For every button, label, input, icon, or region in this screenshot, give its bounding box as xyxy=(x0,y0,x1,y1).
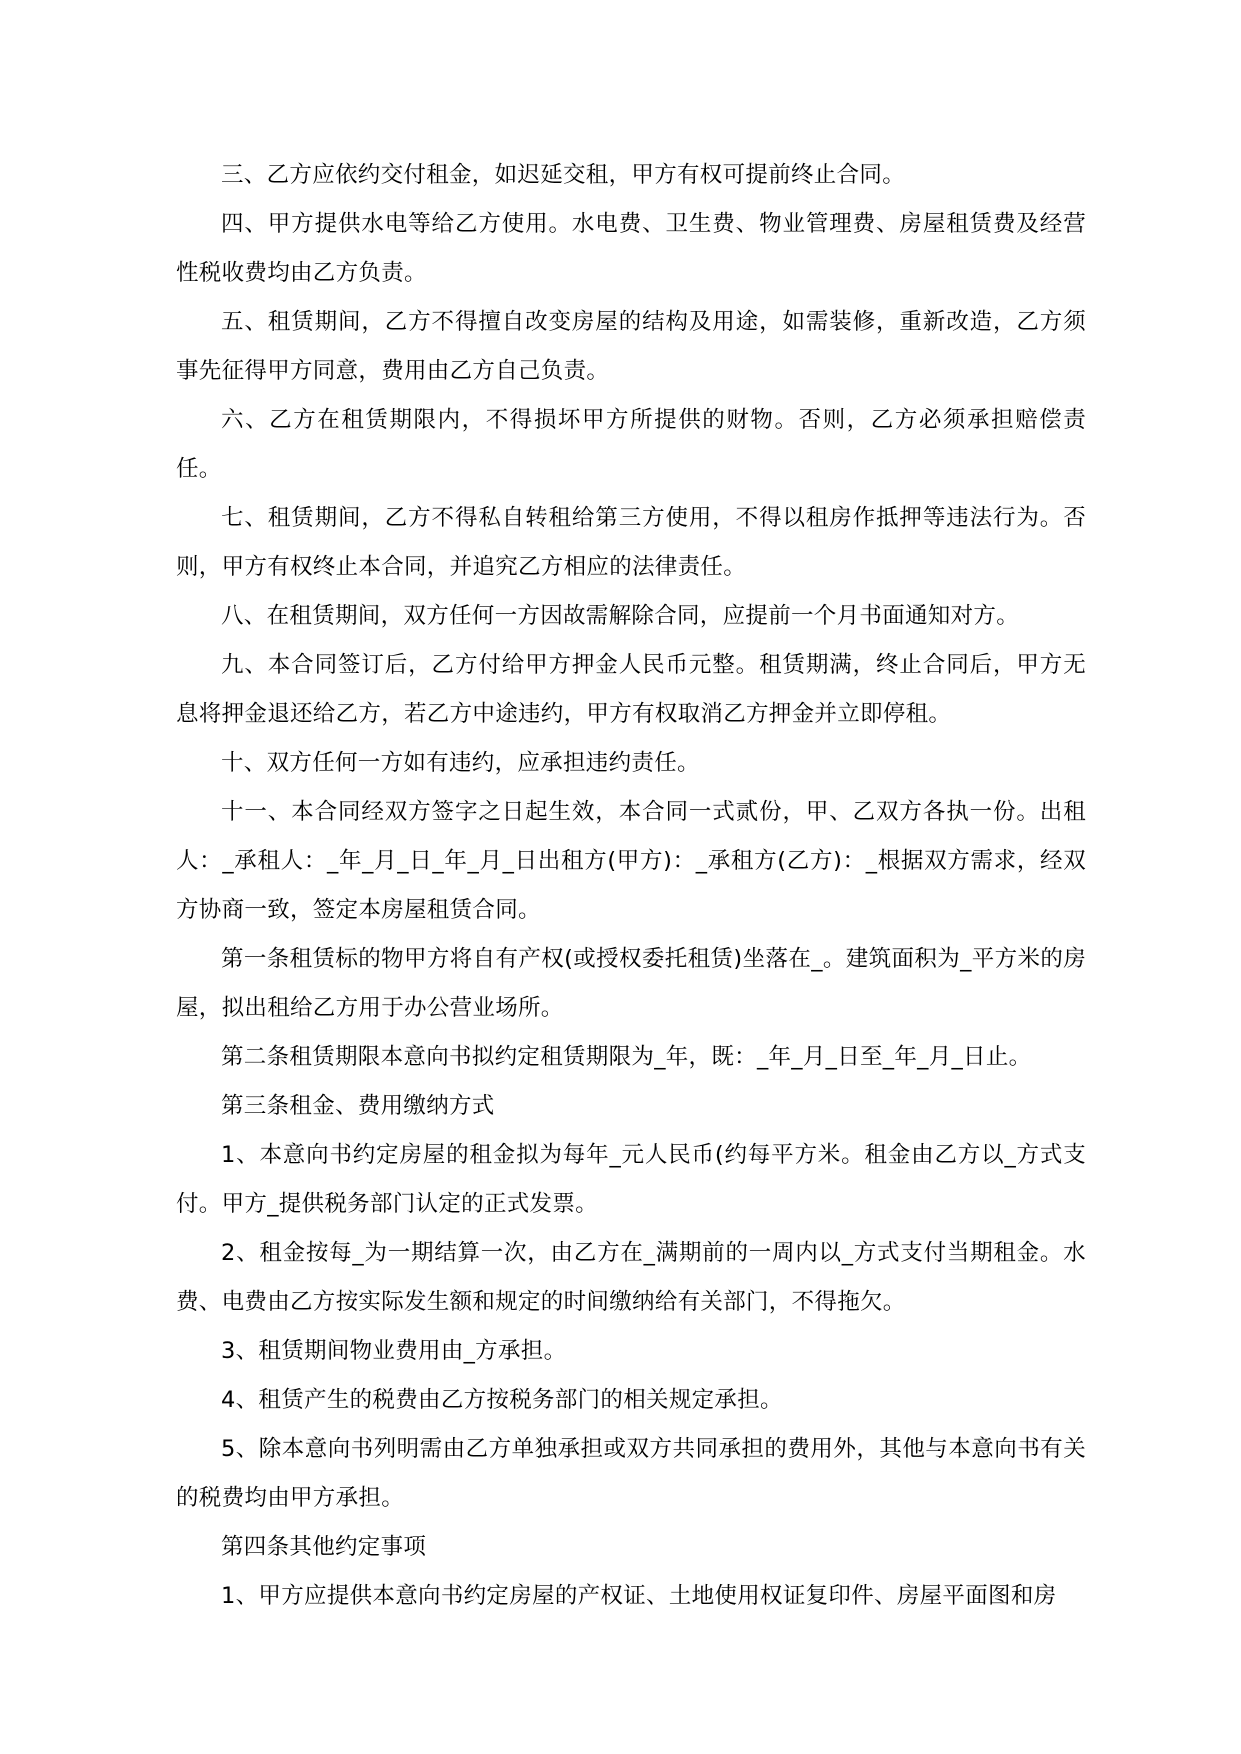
paragraph-article-1: 第一条租赁标的物甲方将自有产权(或授权委托租赁)坐落在_。建筑面积为_平方米的房屋，拟出租给乙方用于办公营业场所。 xyxy=(176,946,1086,1021)
paragraph-clause-4: 四、甲方提供水电等给乙方使用。水电费、卫生费、物业管理费、房屋租赁费及经营性税收费均由乙方负责。 xyxy=(176,211,1086,286)
paragraph-clause-7: 七、租赁期间，乙方不得私自转租给第三方使用，不得以租房作抵押等违法行为。否则，甲方有权终止本合同，并追究乙方相应的法律责任。 xyxy=(176,505,1086,580)
paragraph-article-3-item-2: 2、租金按每_为一期结算一次，由乙方在_满期前的一周内以_方式支付当期租金。水费、电费由乙方按实际发生额和规定的时间缴纳给有关部门，不得拖欠。 xyxy=(176,1240,1086,1315)
paragraph-article-4-heading: 第四条其他约定事项 xyxy=(221,1534,427,1560)
paragraph-article-3-item-1: 1、本意向书约定房屋的租金拟为每年_元人民币(约每平方米。租金由乙方以_方式支付。甲方_提供税务部门认定的正式发票。 xyxy=(176,1142,1086,1217)
paragraph-clause-5: 五、租赁期间，乙方不得擅自改变房屋的结构及用途，如需装修，重新改造，乙方须事先征得甲方同意，费用由乙方自己负责。 xyxy=(176,309,1086,384)
paragraph-article-3-item-5: 5、除本意向书列明需由乙方单独承担或双方共同承担的费用外，其他与本意向书有关的税费均由甲方承担。 xyxy=(176,1436,1086,1511)
paragraph-clause-9: 九、本合同签订后，乙方付给甲方押金人民币元整。租赁期满，终止合同后，甲方无息将押金退还给乙方，若乙方中途违约，甲方有权取消乙方押金并立即停租。 xyxy=(176,652,1086,727)
paragraph-clause-10: 十、双方任何一方如有违约，应承担违约责任。 xyxy=(221,750,700,776)
paragraph-article-2: 第二条租赁期限本意向书拟约定租赁期限为_年，既：_年_月_日至_年_月_日止。 xyxy=(221,1044,1032,1070)
paragraph-article-4-item-1: 1、甲方应提供本意向书约定房屋的产权证、土地使用权证复印件、房屋平面图和房 xyxy=(221,1583,1057,1609)
paragraph-clause-11: 十一、本合同经双方签字之日起生效，本合同一式贰份，甲、乙双方各执一份。出租人：_承租人：_年_月_日_年_月_日出租方(甲方)：_承租方(乙方)：_根据双方需求，经双方协商一致，签定本房屋租赁合同。 xyxy=(176,799,1086,923)
paragraph-article-3-heading: 第三条租金、费用缴纳方式 xyxy=(221,1093,495,1119)
paragraph-article-3-item-3: 3、租赁期间物业费用由_方承担。 xyxy=(221,1338,567,1364)
paragraph-article-3-item-4: 4、租赁产生的税费由乙方按税务部门的相关规定承担。 xyxy=(221,1387,783,1413)
paragraph-clause-6: 六、乙方在租赁期限内，不得损坏甲方所提供的财物。否则，乙方必须承担赔偿责任。 xyxy=(176,407,1086,482)
document-body xyxy=(176,151,1086,1621)
paragraph-clause-8: 八、在租赁期间，双方任何一方因故需解除合同，应提前一个月书面通知对方。 xyxy=(221,603,1020,629)
paragraph-clause-3: 三、乙方应依约交付租金，如迟延交租，甲方有权可提前终止合同。 xyxy=(221,162,906,188)
